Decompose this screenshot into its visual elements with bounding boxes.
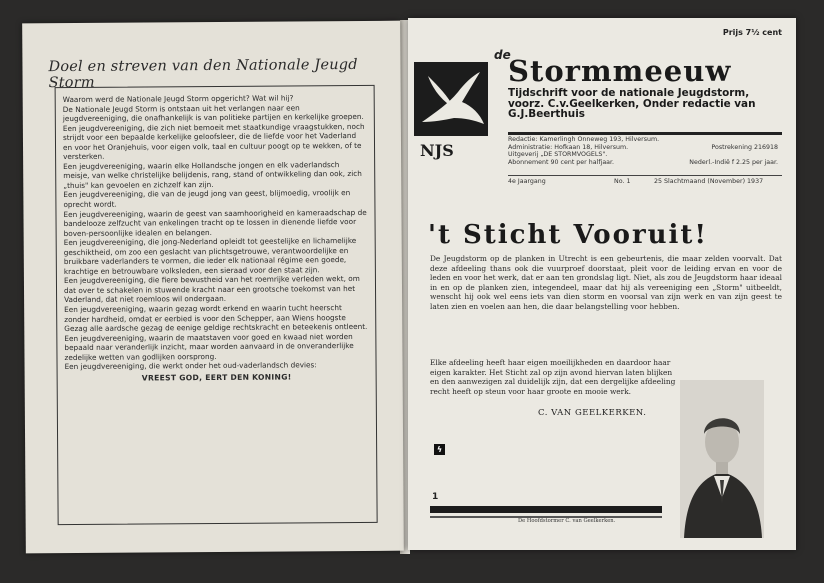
left-page <box>22 21 404 554</box>
paragraph: De Jeugdstorm op de planken in Utrecht is een gebeurtenis, die maar zelden voorvalt. Dat deze afdeeling thans ook die vuurproef doorstaat, pleit voor de leiding ervan en voor de leden en voor het werk, dat er aan ten grondslag ligt. Niet, als zou de Jeugdstorm haar ideaal in en op de planken zien, integendeel, maar dat hij als vereeniging een „Storm" uitbeeldt, wenscht hij ook wel eens iets van dien storm en voorsal van zijn werk en van zijn geest te laten zien en voelen aan hen, die daar belangstelling voor hebben. <box>430 254 782 311</box>
price-label: Prijs 7½ cent <box>722 28 782 37</box>
admin-line: Postrekening 216918 <box>711 144 778 151</box>
issue-number: No. 1 <box>614 178 631 185</box>
paragraph: Elke afdeeling heeft haar eigen moeilijkheden en daardoor haar eigen karakter. Het Sticht zal op zijn avond hiervan laten blijken en den aanwezigen zal duidelijk zijn, dat een dergelijke afdeeling recht heeft op steun voor haar groote en mooie werk. <box>430 358 676 396</box>
paragraph: Een jeugdvereeniging, die jong-Nederland opleidt tot geestelijke en lichamelijke geschiktheid, om zoo een geslacht van plichtsgetrouwe, verantwoordelijke en bruikbare vaderlanders te vormen, die ieder elk nationaal régime een goede, krachtige en betrouwbare volksleden, een sieraad voor den staat zijn. <box>63 236 357 276</box>
paragraph: Een jeugdvereeniging, waarin de maatstaven voor goed en kwaad niet worden bepaald naar veranderlijk inzicht, maar worden aanvaard in de onveranderlijke zedelijke wetten van godlijken oorsprong. <box>64 331 354 362</box>
logo-text: NJS <box>420 141 454 160</box>
left-page-body <box>63 93 369 384</box>
admin-line: Nederl.-Indië f 2.25 per jaar. <box>689 158 778 166</box>
admin-line: Administratie: Hofkaan 18, Hilversum. <box>508 143 629 151</box>
masthead-title: Stormmeeuw <box>508 54 732 88</box>
headline: 't Sticht Vooruit! <box>428 220 708 250</box>
portrait-photo <box>680 380 764 538</box>
paragraph: Een jeugdvereeniging, waarin de geest van saamhoorigheid en kameraadschap de bandelooze zelfzucht van enkelingen tracht op te lossen in dienende liefde voor boven-persoonlijke idealen en belangen. <box>63 207 367 238</box>
paragraph: Waarom werd de Nationale Jeugd Storm opgericht? Wat wil hij? <box>62 93 294 105</box>
page-number: 1 <box>432 492 439 502</box>
admin-line: Uitgeverij „DE STORMVOGELS". <box>508 151 608 158</box>
masthead-rule <box>508 132 782 135</box>
paragraph: Een jeugdvereeniging, die van de jeugd jong van geest, blijmoedig, vroolijk en oprecht wordt. <box>63 188 351 210</box>
paragraph: Een jeugdvereeniging, die werkt onder het oud-vaderlandsch devies: <box>64 360 317 372</box>
paragraph: De Nationale Jeugd Storm is ontstaan uit het verlangen naar een jeugdvereeniging, die onafhankelijk is van politieke partijen en kerkelijke groepen. <box>62 102 364 124</box>
admin-line: Abonnement 90 cent per halfjaar. <box>508 158 615 166</box>
masthead-de: de <box>494 48 511 62</box>
issue-date: 25 Slachtmaand (November) 1937 <box>654 178 764 185</box>
paragraph: Een jeugdvereeniging, die fiere bewustheid van het roemrijke verleden wekt, om dat over te schakelen in stuwende kracht naar een grootsche toekomst van het Vaderland, dat niet roemloos wil ondergaan. <box>63 274 360 305</box>
article-body <box>430 254 782 312</box>
storm-icon: ϟ <box>434 444 445 455</box>
issue-rule <box>508 175 782 176</box>
paragraph: Een jeugdvereeniging, die zich niet bemoeit met staatkundige vraagstukken, noch strijdt voor een bepaalde kerkelijke geloofsleer, die de liefde voor het Vaderland en voor het Oranjehuis, voor eigen volk, taal en cultuur poogt op te wekken, of te versterken. <box>62 121 365 162</box>
admin-info-right <box>678 144 778 166</box>
admin-info <box>508 136 659 166</box>
right-page <box>408 18 796 550</box>
admin-line: Redactie: Kamerlingh Onneweg 193, Hilversum. <box>508 136 660 143</box>
volume-label: 4e Jaargang <box>508 178 546 185</box>
signature: C. VAN GEELKERKEN. <box>538 408 647 418</box>
paragraph: Een jeugdvereeniging, waarin elke Hollandsche jongen en elk vaderlandsch meisje, van welke christelijke belijdenis, rang, stand of ontwikkeling dan ook, zich „thuis" kan gevoelen en zichzelf kan zijn. <box>63 159 362 190</box>
photo-caption: De Hoofdstormer C. van Geelkerken. <box>518 518 616 524</box>
motto: VREEST GOD, EERT DEN KONING! <box>141 372 292 383</box>
left-page-title: Doel en streven van den Nationale Jeugd Storm <box>48 56 358 92</box>
seagull-logo-icon <box>414 62 488 160</box>
paragraph: Een jeugdvereeniging, waarin gezag wordt erkend en waarin tucht heerscht zonder hardheid, omdat er eerbied is voor den Schepper, aan Wiens hoogste Gezag alle aardsche gezag de eenige geldige rechtskracht en beteekenis ontleent. <box>64 303 368 334</box>
masthead-subtitle: Tijdschrift voor de nationale Jeugdstorm, voorz. C.v.Geelkerken, Onder redactie van G.J.Beerthuis <box>508 87 756 120</box>
article-body-continued <box>430 358 680 396</box>
footer-bar <box>430 506 662 513</box>
